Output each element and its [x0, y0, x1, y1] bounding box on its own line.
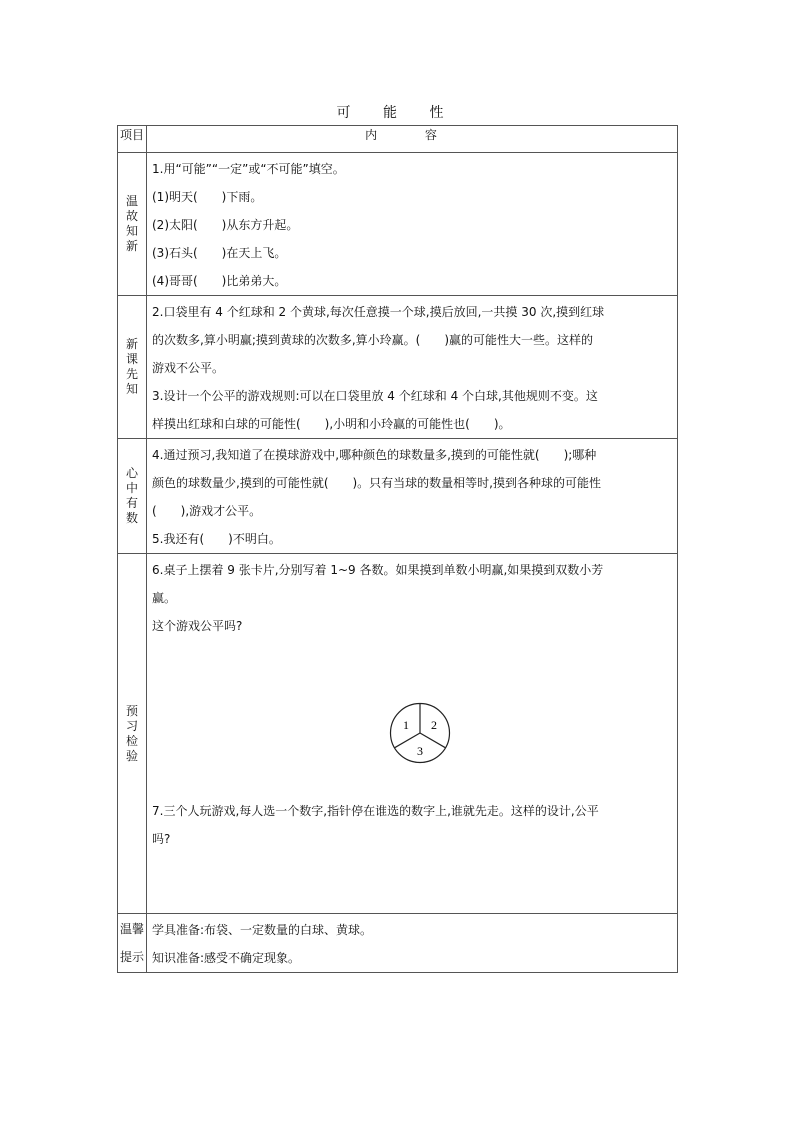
question-line: 颜色的球数量少,摸到的可能性就( )。只有当球的数量相等时,摸到各种球的可能性	[152, 476, 601, 490]
section-new-lesson	[118, 296, 678, 439]
question-line: (1)明天( )下雨。	[152, 190, 263, 204]
question-line: 吗?	[152, 832, 171, 846]
section-content	[147, 439, 678, 554]
question-line: 这个游戏公平吗?	[152, 619, 243, 633]
question-line: 3.设计一个公平的游戏规则:可以在口袋里放 4 个红球和 4 个白球,其他规则不变。这	[152, 389, 598, 403]
question-line: 2.口袋里有 4 个红球和 2 个黄球,每次任意摸一个球,摸后放回,一共摸 30 次,摸到红球	[152, 305, 605, 319]
header-item: 项目	[118, 126, 147, 153]
tip-line: 知识准备:感受不确定现象。	[152, 951, 301, 965]
question-line: 游戏不公平。	[152, 361, 225, 375]
section-label: 温 故 知 新	[118, 153, 147, 296]
question-line: (2)太阳( )从东方升起。	[152, 218, 299, 232]
question-line: 1.用“可能”“一定”或“不可能”填空。	[152, 162, 345, 176]
section-preview-check	[118, 554, 678, 914]
section-content	[147, 914, 678, 973]
question-line: 样摸出红球和白球的可能性( ),小明和小玲赢的可能性也( )。	[152, 417, 511, 431]
spinner-figure	[152, 702, 677, 797]
question-line: 6.桌子上摆着 9 张卡片,分别写着 1~9 各数。如果摸到单数小明赢,如果摸到双数小芳	[152, 563, 604, 577]
section-content	[147, 296, 678, 439]
question-line: ( ),游戏才公平。	[152, 504, 262, 518]
tip-line: 学具准备:布袋、一定数量的白球、黄球。	[152, 923, 373, 937]
spinner-number: 2	[431, 718, 437, 732]
section-reflection	[118, 439, 678, 554]
section-label: 温馨 提示	[118, 914, 147, 973]
question-line: 赢。	[152, 591, 177, 605]
spinner-number: 1	[403, 718, 409, 732]
question-line: (4)哥哥( )比弟弟大。	[152, 274, 287, 288]
page-title: 可 能 性	[336, 105, 458, 121]
section-content	[147, 554, 678, 914]
section-tips	[118, 914, 678, 973]
section-content	[147, 153, 678, 296]
answer-space	[152, 853, 677, 913]
section-review	[118, 153, 678, 296]
spinner-icon	[388, 702, 452, 764]
preview-table	[117, 125, 678, 973]
section-label: 新 课 先 知	[118, 296, 147, 439]
table-header	[118, 126, 678, 153]
section-label: 心 中 有 数	[118, 439, 147, 554]
question-line: 5.我还有( )不明白。	[152, 532, 281, 546]
question-line: (3)石头( )在天上飞。	[152, 246, 287, 260]
answer-space	[152, 640, 677, 702]
header-content: 内 容	[147, 126, 678, 153]
question-line: 7.三个人玩游戏,每人选一个数字,指针停在谁选的数字上,谁就先走。这样的设计,公平	[152, 804, 599, 818]
question-line: 的次数多,算小明赢;摸到黄球的次数多,算小玲赢。( )赢的可能性大一些。这样的	[152, 333, 594, 347]
spinner-number: 3	[417, 744, 423, 758]
section-label: 预 习 检 验	[118, 554, 147, 914]
question-line: 4.通过预习,我知道了在摸球游戏中,哪种颜色的球数量多,摸到的可能性就( );哪种	[152, 448, 597, 462]
